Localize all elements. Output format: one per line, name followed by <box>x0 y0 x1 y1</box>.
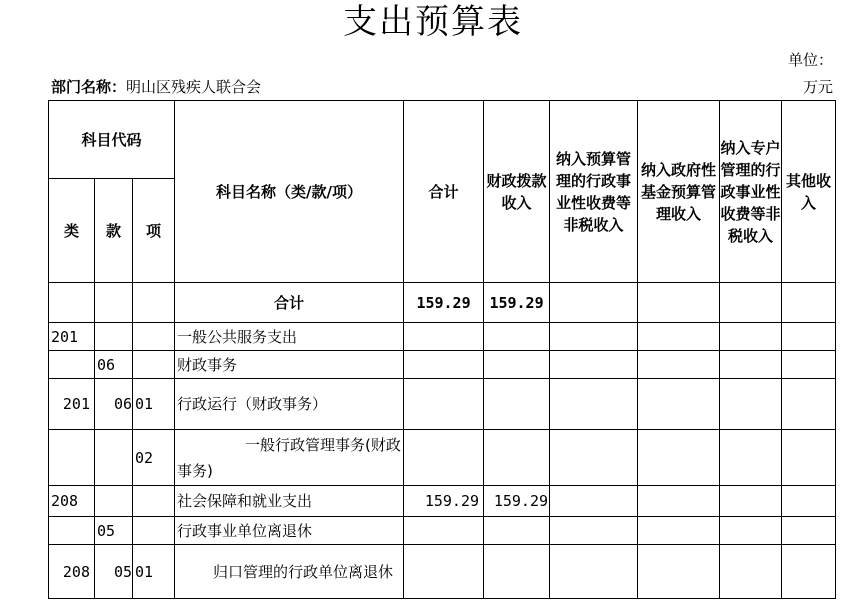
table-row <box>49 351 836 379</box>
row-lei: 208 <box>49 545 95 599</box>
total-row-fiscal: 159.29 <box>484 283 550 323</box>
header-fiscal: 财政拨款收入 <box>484 101 550 283</box>
header-xiang: 项 <box>133 179 175 283</box>
row-kuan: 06 <box>95 379 133 430</box>
row-lei <box>49 517 95 545</box>
row-fiscal <box>484 545 550 599</box>
row-lei <box>49 430 95 486</box>
header-kuan: 款 <box>95 179 133 283</box>
row-name: 一般行政管理事务(财政事务) <box>175 430 404 486</box>
row-kuan <box>95 486 133 517</box>
row-xiang <box>133 517 175 545</box>
row-total: 159.29 <box>404 486 484 517</box>
total-row-total: 159.29 <box>404 283 484 323</box>
row-xiang: 01 <box>133 545 175 599</box>
row-name: 财政事务 <box>175 351 404 379</box>
row-total <box>404 545 484 599</box>
row-fiscal <box>484 323 550 351</box>
table-row <box>49 486 836 517</box>
row-fiscal <box>484 430 550 486</box>
table-row <box>49 323 836 351</box>
budget-table <box>48 100 836 599</box>
table-row <box>49 430 836 486</box>
department-label: 部门名称： <box>51 78 127 96</box>
row-kuan <box>95 430 133 486</box>
row-lei <box>49 351 95 379</box>
row-name: 一般公共服务支出 <box>175 323 404 351</box>
row-xiang: 02 <box>133 430 175 486</box>
unit-label: 单位： <box>787 51 833 69</box>
header-total: 合计 <box>404 101 484 283</box>
table-row <box>49 545 836 599</box>
row-fiscal: 159.29 <box>484 486 550 517</box>
header-special-nontax: 纳入专户管理的行政事业性收费等非税收入 <box>720 101 782 283</box>
header-budget-nontax: 纳入预算管理的行政事业性收费等非税收入 <box>550 101 638 283</box>
department-line <box>51 76 261 97</box>
total-row <box>49 283 836 323</box>
header-name: 科目名称（类/款/项） <box>175 101 404 283</box>
table-row <box>49 379 836 430</box>
total-row-label: 合计 <box>175 283 404 323</box>
row-xiang: 01 <box>133 379 175 430</box>
row-xiang <box>133 323 175 351</box>
row-total <box>404 517 484 545</box>
row-fiscal <box>484 351 550 379</box>
row-total <box>404 323 484 351</box>
row-fiscal <box>484 379 550 430</box>
header-lei: 类 <box>49 179 95 283</box>
unit-value: 万元 <box>802 78 833 96</box>
page-title: 支出预算表 <box>343 2 523 42</box>
row-total <box>404 430 484 486</box>
header-code-group: 科目代码 <box>49 101 175 179</box>
row-lei: 208 <box>49 486 95 517</box>
row-kuan: 05 <box>95 517 133 545</box>
row-xiang <box>133 351 175 379</box>
header-fund-budget: 纳入政府性基金预算管理收入 <box>638 101 720 283</box>
row-kuan <box>95 323 133 351</box>
row-name: 行政运行（财政事务） <box>175 379 404 430</box>
row-name: 归口管理的行政单位离退休 <box>175 545 404 599</box>
row-lei: 201 <box>49 323 95 351</box>
row-total <box>404 351 484 379</box>
row-fiscal <box>484 517 550 545</box>
department-name: 明山区残疾人联合会 <box>126 78 262 96</box>
row-kuan: 06 <box>95 351 133 379</box>
row-name: 行政事业单位离退休 <box>175 517 404 545</box>
header-other: 其他收入 <box>782 101 836 283</box>
row-name: 社会保障和就业支出 <box>175 486 404 517</box>
row-total <box>404 379 484 430</box>
row-kuan: 05 <box>95 545 133 599</box>
row-lei: 201 <box>49 379 95 430</box>
row-xiang <box>133 486 175 517</box>
table-row <box>49 517 836 545</box>
